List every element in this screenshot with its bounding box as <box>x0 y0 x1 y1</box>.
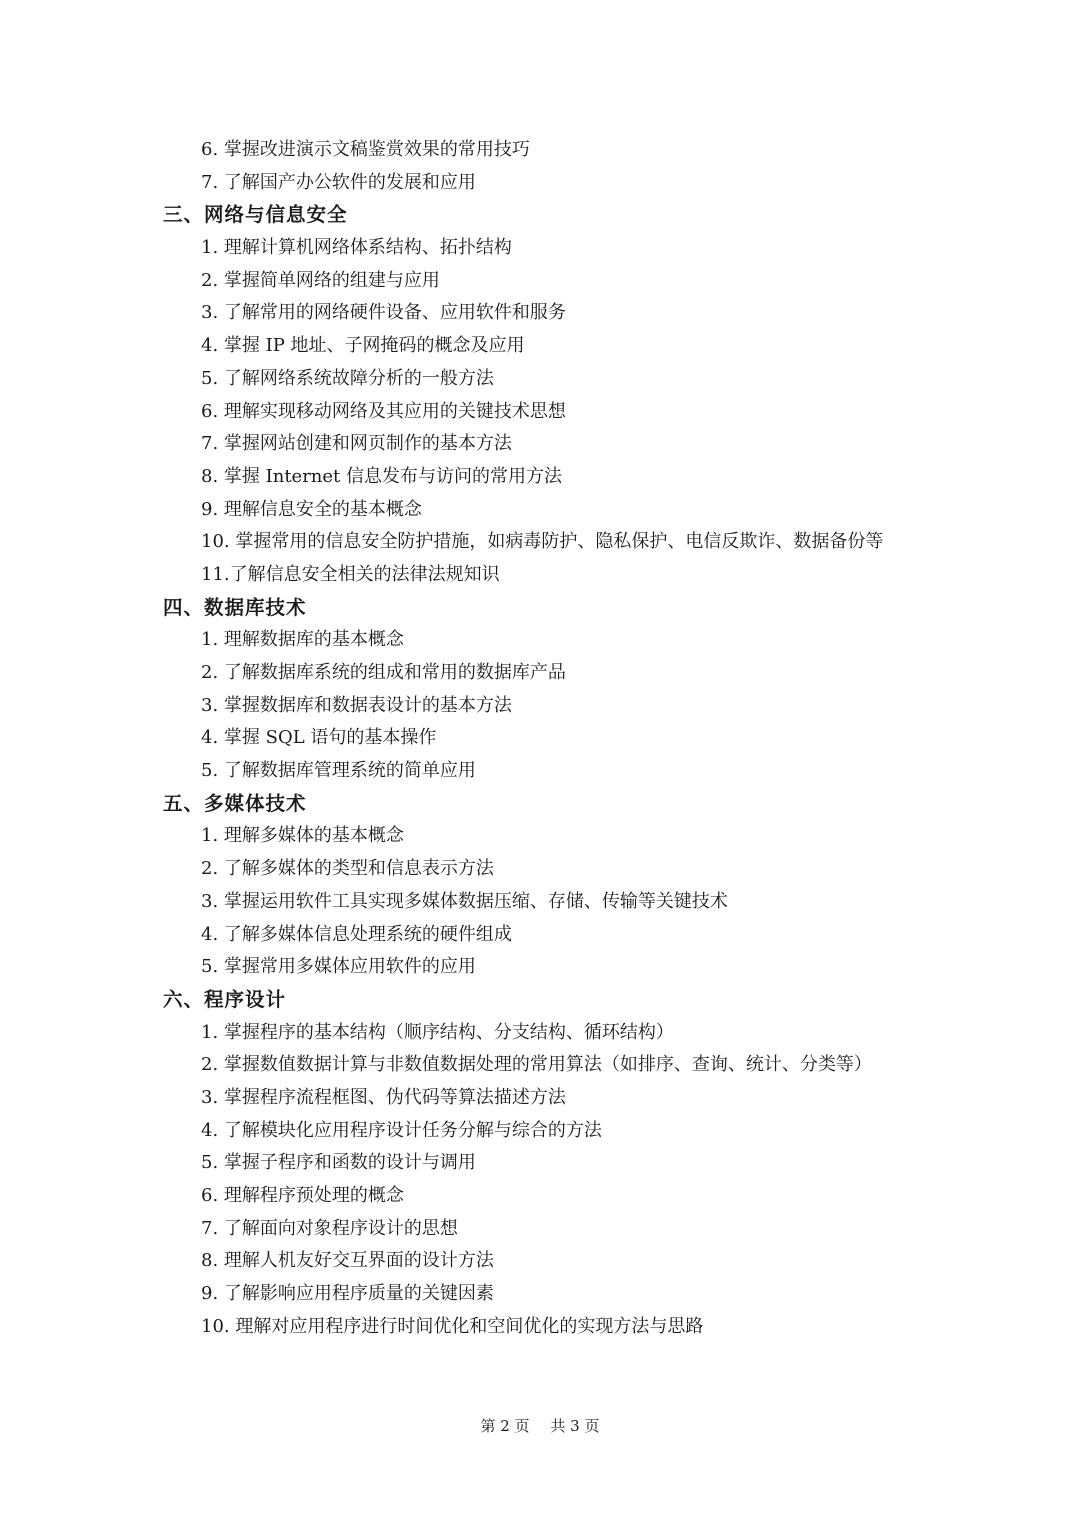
list-item: 9. 理解信息安全的基本概念 <box>201 498 422 520</box>
list-item: 8. 理解人机友好交互界面的设计方法 <box>201 1250 494 1272</box>
list-item: 4. 掌握 IP 地址、子网掩码的概念及应用 <box>201 335 525 357</box>
section-heading: 六、程序设计 <box>163 987 287 1011</box>
list-item: 4. 掌握 SQL 语句的基本操作 <box>201 727 437 749</box>
list-item: 5. 掌握子程序和函数的设计与调用 <box>201 1152 476 1174</box>
list-item: 4. 了解多媒体信息处理系统的硬件组成 <box>201 923 512 945</box>
list-item: 11.了解信息安全相关的法律法规知识 <box>201 563 500 585</box>
list-item: 10. 理解对应用程序进行时间优化和空间优化的实现方法与思路 <box>201 1315 704 1337</box>
list-item: 2. 了解数据库系统的组成和常用的数据库产品 <box>201 662 566 683</box>
list-item: 7. 掌握网站创建和网页制作的基本方法 <box>201 433 512 455</box>
list-item: 3. 了解常用的网络硬件设备、应用软件和服务 <box>201 302 566 324</box>
list-item: 10. 掌握常用的信息安全防护措施，如病毒防护、隐私保护、电信反欺诈、数据备份等 <box>201 531 884 553</box>
list-item: 1. 理解多媒体的基本概念 <box>201 825 404 847</box>
page-number: 第 2 页 <box>480 1417 530 1435</box>
section-heading: 三、网络与信息安全 <box>163 203 348 227</box>
list-item: 7. 了解面向对象程序设计的思想 <box>201 1217 458 1239</box>
section-heading: 五、多媒体技术 <box>163 791 307 815</box>
list-item: 1. 掌握程序的基本结构（顺序结构、分支结构、循环结构） <box>201 1021 674 1043</box>
list-item: 5. 了解数据库管理系统的简单应用 <box>201 760 476 782</box>
list-item: 2. 掌握简单网络的组建与应用 <box>201 269 440 291</box>
list-item: 2. 了解多媒体的类型和信息表示方法 <box>201 858 494 880</box>
list-item: 1. 理解计算机网络体系结构、拓扑结构 <box>201 237 512 259</box>
list-item: 7. 了解国产办公软件的发展和应用 <box>201 171 476 193</box>
list-item: 6. 掌握改进演示文稿鉴赏效果的常用技巧 <box>201 139 530 160</box>
section-heading: 四、数据库技术 <box>163 595 307 619</box>
list-item: 6. 理解程序预处理的概念 <box>201 1185 404 1206</box>
list-item: 3. 掌握数据库和数据表设计的基本方法 <box>201 694 512 716</box>
list-item: 2. 掌握数值数据计算与非数值数据处理的常用算法（如排序、查询、统计、分类等） <box>201 1054 872 1076</box>
list-item: 3. 掌握程序流程框图、伪代码等算法描述方法 <box>201 1086 566 1108</box>
list-item: 9. 了解影响应用程序质量的关键因素 <box>201 1283 494 1305</box>
page-total: 共 3 页 <box>550 1417 600 1435</box>
list-item: 5. 了解网络系统故障分析的一般方法 <box>201 367 494 389</box>
document-body <box>0 134 1080 1343</box>
list-item: 4. 了解模块化应用程序设计任务分解与综合的方法 <box>201 1119 602 1141</box>
list-item: 8. 掌握 Internet 信息发布与访问的常用方法 <box>201 465 563 487</box>
list-item: 5. 掌握常用多媒体应用软件的应用 <box>201 956 476 978</box>
list-item: 6. 理解实现移动网络及其应用的关键技术思想 <box>201 400 566 422</box>
list-item: 3. 掌握运用软件工具实现多媒体数据压缩、存储、传输等关键技术 <box>201 890 728 912</box>
list-item: 1. 理解数据库的基本概念 <box>201 629 404 651</box>
page-footer <box>0 1412 1080 1440</box>
